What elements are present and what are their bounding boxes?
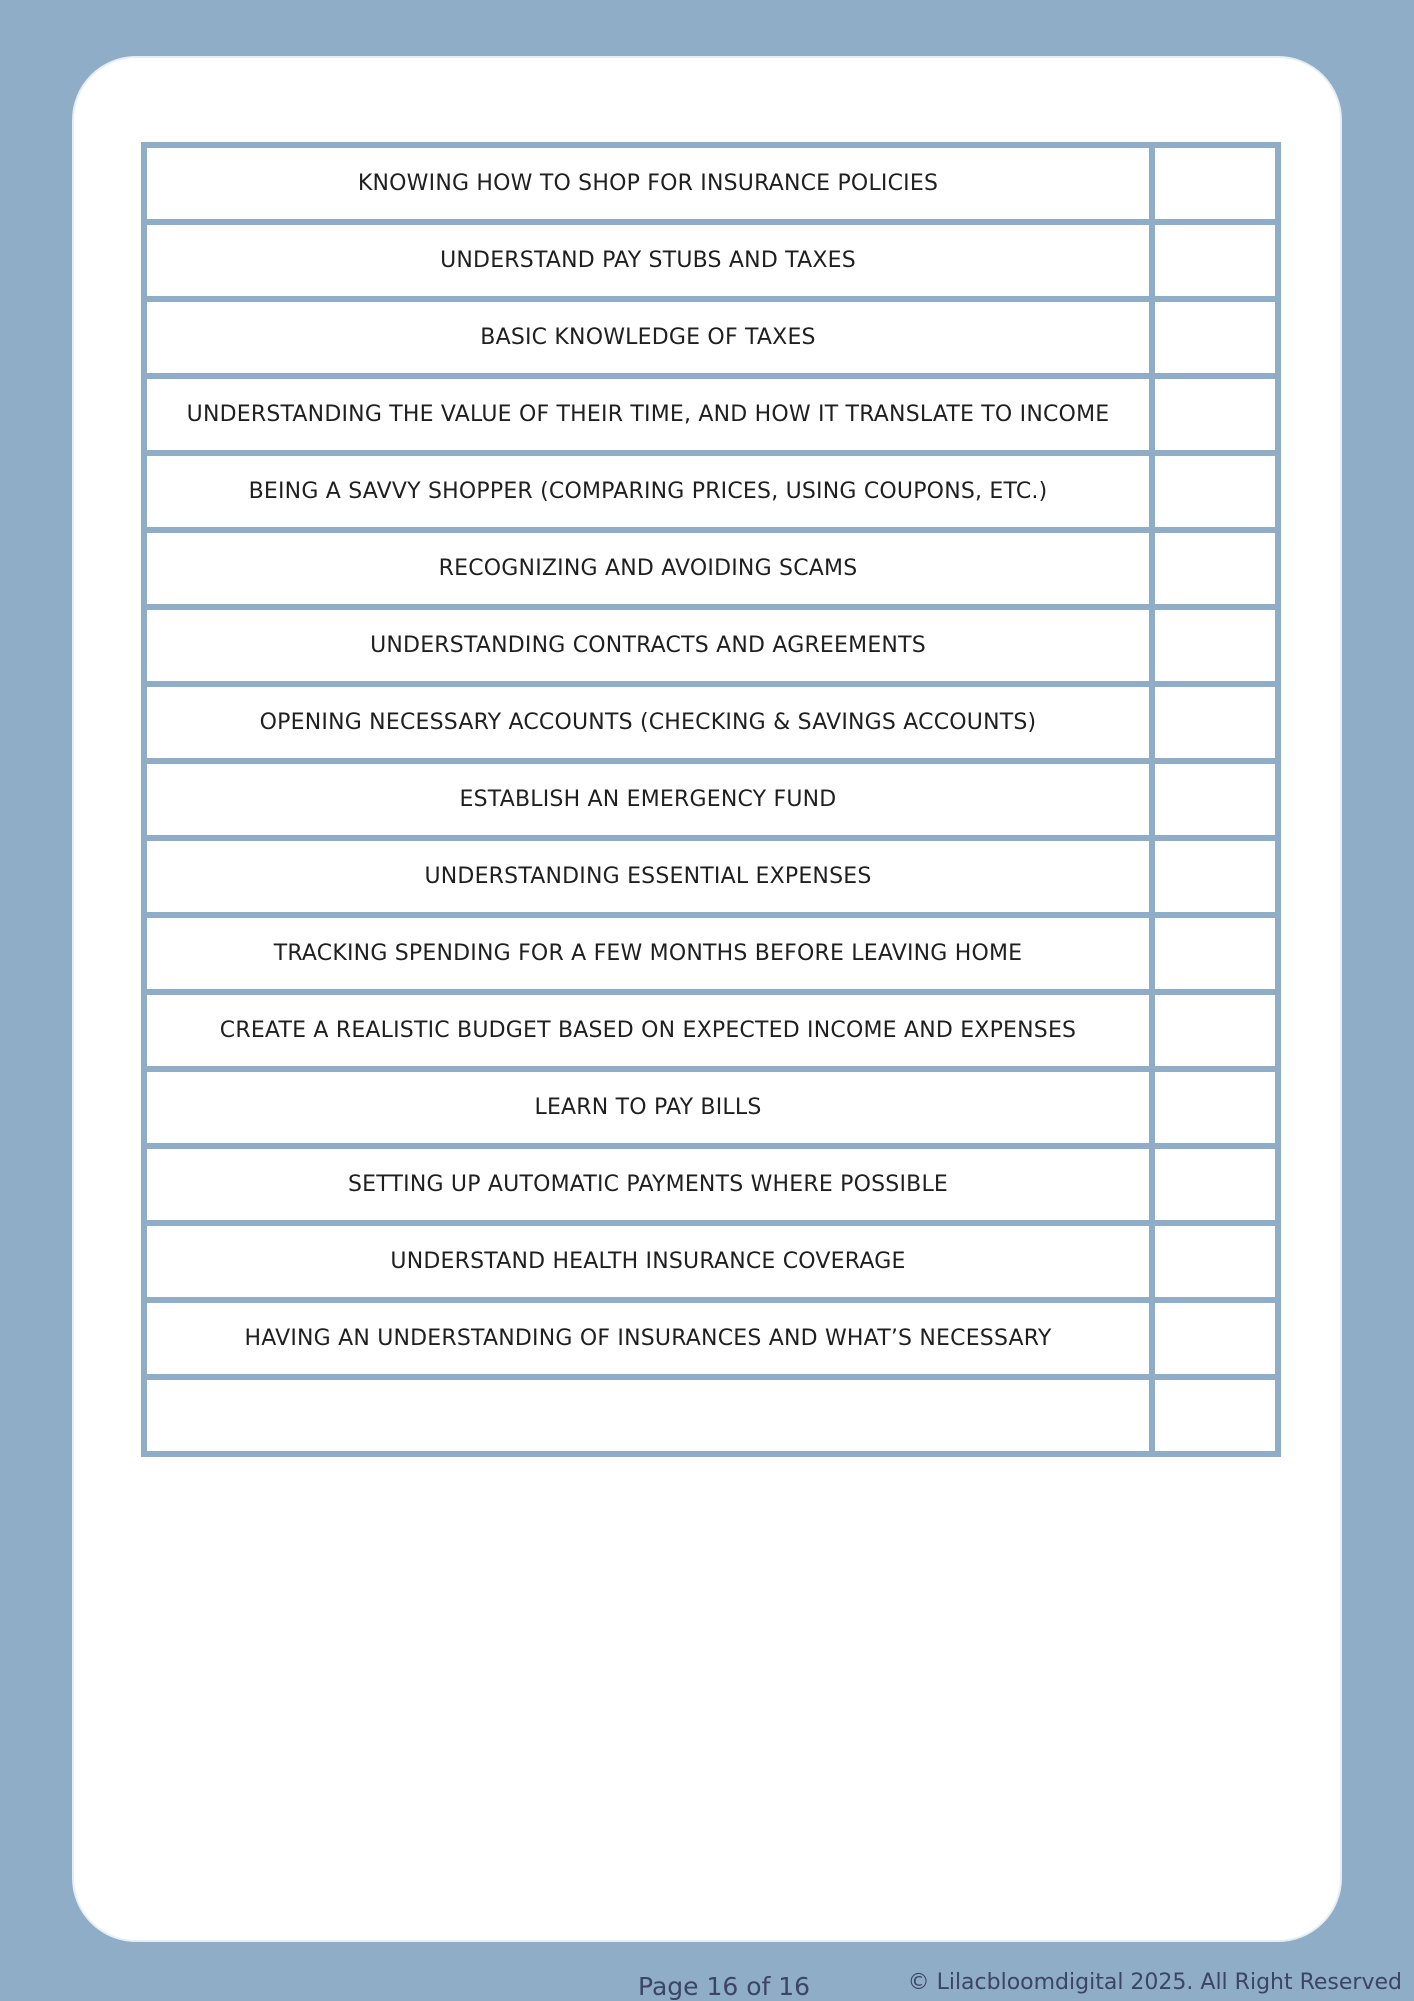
page-card xyxy=(72,56,1342,1942)
checklist-checkbox[interactable] xyxy=(1152,1377,1278,1454)
checklist-table xyxy=(141,142,1281,1457)
checklist-row xyxy=(144,299,1278,376)
checklist-checkbox[interactable] xyxy=(1152,684,1278,761)
checklist-checkbox[interactable] xyxy=(1152,915,1278,992)
checklist-row xyxy=(144,1223,1278,1300)
checklist-checkbox[interactable] xyxy=(1152,530,1278,607)
checklist-row xyxy=(144,915,1278,992)
checklist-item-text: UNDERSTANDING CONTRACTS AND AGREEMENTS xyxy=(144,607,1152,684)
checklist-row xyxy=(144,992,1278,1069)
checklist-item-text: TRACKING SPENDING FOR A FEW MONTHS BEFORE LEAVING HOME xyxy=(144,915,1152,992)
checklist-checkbox[interactable] xyxy=(1152,992,1278,1069)
checklist-row xyxy=(144,1377,1278,1454)
checklist-checkbox[interactable] xyxy=(1152,453,1278,530)
checklist-body xyxy=(144,145,1278,1454)
checklist-row xyxy=(144,145,1278,222)
checklist-checkbox[interactable] xyxy=(1152,1069,1278,1146)
checklist-row xyxy=(144,1069,1278,1146)
checklist-row xyxy=(144,684,1278,761)
checklist-item-text: ESTABLISH AN EMERGENCY FUND xyxy=(144,761,1152,838)
checklist-item-text: UNDERSTAND PAY STUBS AND TAXES xyxy=(144,222,1152,299)
checklist-row xyxy=(144,453,1278,530)
checklist-item-text: KNOWING HOW TO SHOP FOR INSURANCE POLICIES xyxy=(144,145,1152,222)
checklist-checkbox[interactable] xyxy=(1152,145,1278,222)
checklist-row xyxy=(144,1300,1278,1377)
checklist-item-text: CREATE A REALISTIC BUDGET BASED ON EXPECTED INCOME AND EXPENSES xyxy=(144,992,1152,1069)
checklist-checkbox[interactable] xyxy=(1152,1300,1278,1377)
checklist-item-text: LEARN TO PAY BILLS xyxy=(144,1069,1152,1146)
checklist-row xyxy=(144,222,1278,299)
page-number: Page 16 of 16 xyxy=(638,1972,811,2001)
checklist-item-text: SETTING UP AUTOMATIC PAYMENTS WHERE POSSIBLE xyxy=(144,1146,1152,1223)
checklist-row xyxy=(144,376,1278,453)
checklist-checkbox[interactable] xyxy=(1152,299,1278,376)
checklist-checkbox[interactable] xyxy=(1152,838,1278,915)
checklist-item-text: UNDERSTAND HEALTH INSURANCE COVERAGE xyxy=(144,1223,1152,1300)
checklist-item-text: OPENING NECESSARY ACCOUNTS (CHECKING & SAVINGS ACCOUNTS) xyxy=(144,684,1152,761)
checklist-item-text: HAVING AN UNDERSTANDING OF INSURANCES AND WHAT’S NECESSARY xyxy=(144,1300,1152,1377)
checklist-item-text: UNDERSTANDING THE VALUE OF THEIR TIME, AND HOW IT TRANSLATE TO INCOME xyxy=(144,376,1152,453)
checklist-row xyxy=(144,838,1278,915)
checklist-checkbox[interactable] xyxy=(1152,376,1278,453)
checklist-checkbox[interactable] xyxy=(1152,761,1278,838)
checklist-row xyxy=(144,607,1278,684)
checklist-item-text: UNDERSTANDING ESSENTIAL EXPENSES xyxy=(144,838,1152,915)
checklist-checkbox[interactable] xyxy=(1152,222,1278,299)
checklist-row xyxy=(144,1146,1278,1223)
checklist-item-text xyxy=(144,1377,1152,1454)
checklist-item-text: RECOGNIZING AND AVOIDING SCAMS xyxy=(144,530,1152,607)
checklist-checkbox[interactable] xyxy=(1152,607,1278,684)
checklist-item-text: BASIC KNOWLEDGE OF TAXES xyxy=(144,299,1152,376)
checklist-item-text: BEING A SAVVY SHOPPER (COMPARING PRICES, USING COUPONS, ETC.) xyxy=(144,453,1152,530)
checklist-row xyxy=(144,530,1278,607)
checklist-row xyxy=(144,761,1278,838)
checklist-checkbox[interactable] xyxy=(1152,1146,1278,1223)
checklist-checkbox[interactable] xyxy=(1152,1223,1278,1300)
copyright-notice: © Lilacbloomdigital 2025. All Right Reserved xyxy=(907,1970,1402,1995)
